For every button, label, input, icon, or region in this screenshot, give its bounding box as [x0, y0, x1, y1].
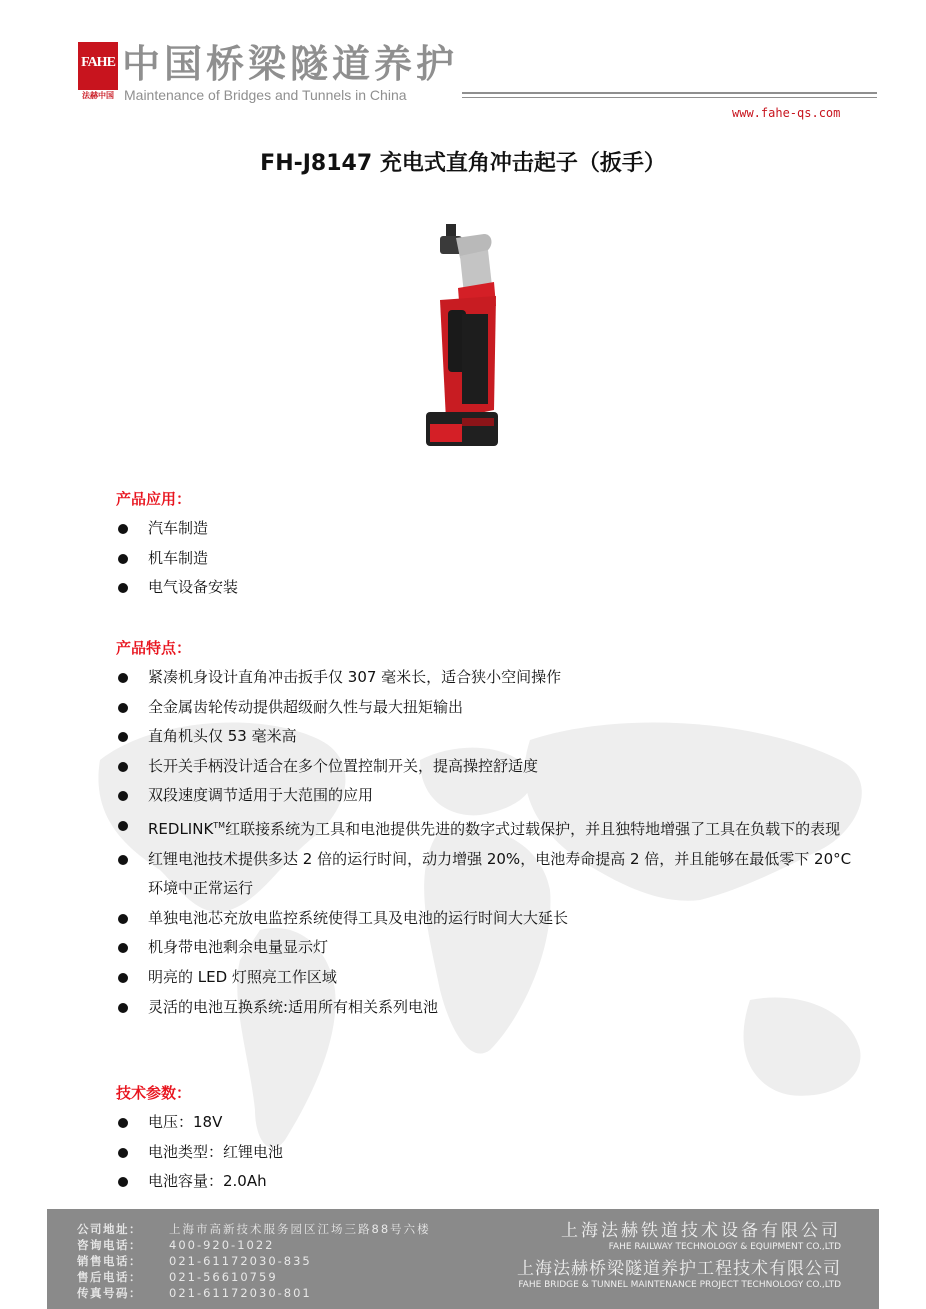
bullet-icon	[118, 821, 128, 831]
logo-mark	[78, 42, 118, 90]
document-title: FH-J8147 充电式直角冲击起子（扳手）	[260, 151, 666, 176]
contact-value: 021-61172030-801	[169, 1286, 312, 1300]
logo-subtext: 法赫中国	[82, 91, 114, 100]
list-item: 单独电池芯充放电监控系统使得工具及电池的运行时间大大延长	[116, 904, 856, 934]
applications-heading: 产品应用：	[116, 490, 192, 508]
list-item: 直角机头仅 53 毫米高	[116, 722, 856, 752]
list-item: 电压：18V	[116, 1108, 856, 1138]
logo-text: FAHE	[81, 55, 115, 70]
features-heading: 产品特点：	[116, 639, 192, 657]
bullet-icon	[118, 1148, 128, 1158]
fahe-logo	[78, 42, 118, 106]
list-item: 机车制造	[116, 544, 856, 574]
footer-contacts	[77, 1221, 431, 1301]
list-item: 电池类型：红锂电池	[116, 1138, 856, 1168]
footer-contact-row	[77, 1269, 431, 1285]
list-item: 双段速度调节适用于大范围的应用	[116, 781, 856, 811]
company2-name-cn: 上海法赫桥梁隧道养护工程技术有限公司	[517, 1259, 841, 1279]
bullet-icon	[118, 1177, 128, 1187]
contact-label: 售后电话：	[77, 1270, 142, 1284]
contact-label: 传真号码：	[77, 1286, 142, 1300]
bullet-icon	[118, 703, 128, 713]
contact-label: 销售电话：	[77, 1254, 142, 1268]
list-item: 紧凑机身设计直角冲击扳手仅 307 毫米长，适合狭小空间操作	[116, 663, 856, 693]
specs-section	[116, 1078, 856, 1197]
footer	[47, 1209, 879, 1309]
list-item-redlink: REDLINK™红联接系统为工具和电池提供先进的数字式过载保护，并且独特地增强了工具在负载下的表现	[116, 811, 856, 845]
list-item: 机身带电池剩余电量显示灯	[116, 933, 856, 963]
footer-companies	[517, 1221, 841, 1291]
list-item: 长开关手柄没计适合在多个位置控制开关，提高操控舒适度	[116, 752, 856, 782]
bullet-icon	[118, 943, 128, 953]
bullet-icon	[118, 914, 128, 924]
list-item: 红锂电池技术提供多达 2 倍的运行时间，动力增强 20%，电池寿命提高 2 倍，并且能够在最低零下 20°C环境中正常运行	[116, 845, 856, 904]
bullet-icon	[118, 673, 128, 683]
company1-name-cn: 上海法赫铁道技术设备有限公司	[561, 1221, 841, 1241]
company2-name-en: FAHE BRIDGE & TUNNEL MAINTENANCE PROJECT TECHNOLOGY CO.,LTD	[518, 1280, 841, 1290]
footer-contact-row	[77, 1237, 431, 1253]
company1-name-en: FAHE RAILWAY TECHNOLOGY & EQUIPMENT CO.,LTD	[608, 1242, 841, 1252]
features-section	[116, 633, 856, 1022]
bullet-icon	[118, 855, 128, 865]
list-item: 全金属齿轮传动提供超级耐久性与最大扭矩输出	[116, 693, 856, 723]
header-title-en: Maintenance of Bridges and Tunnels in China	[124, 87, 407, 103]
contact-value: 021-61172030-835	[169, 1254, 312, 1268]
bullet-icon	[118, 1003, 128, 1013]
list-item: 电池容量：2.0Ah	[116, 1167, 856, 1197]
trademark-mark: TM	[213, 820, 226, 830]
list-item: 明亮的 LED 灯照亮工作区域	[116, 963, 856, 993]
contact-value: 上海市高新技术服务园区江场三路88号六楼	[169, 1222, 431, 1236]
bullet-icon	[118, 732, 128, 742]
header-rule	[462, 92, 877, 94]
list-item: 电气设备安装	[116, 573, 856, 603]
product-image	[400, 210, 520, 470]
bullet-icon	[118, 973, 128, 983]
bullet-icon	[118, 762, 128, 772]
footer-contact-row	[77, 1253, 431, 1269]
footer-contact-row	[77, 1285, 431, 1301]
website-link[interactable]: www.fahe-qs.com	[732, 106, 841, 120]
bullet-icon	[118, 524, 128, 534]
contact-value: 021-56610759	[169, 1270, 278, 1284]
contact-label: 咨询电话：	[77, 1238, 142, 1252]
specs-heading: 技术参数：	[116, 1084, 192, 1102]
header-title-cn: 中国桥梁隧道养护	[122, 42, 459, 86]
contact-label: 公司地址：	[77, 1222, 142, 1236]
footer-contact-row	[77, 1221, 431, 1237]
bullet-icon	[118, 583, 128, 593]
contact-value: 400-920-1022	[169, 1238, 275, 1252]
bullet-icon	[118, 791, 128, 801]
applications-section	[116, 484, 856, 603]
bullet-icon	[118, 1118, 128, 1128]
redlink-brand: REDLINK	[148, 819, 214, 838]
list-item: 灵活的电池互换系统:适用所有相关系列电池	[116, 993, 856, 1023]
bullet-icon	[118, 554, 128, 564]
list-item: 汽车制造	[116, 514, 856, 544]
header-rule-thin	[462, 97, 877, 98]
